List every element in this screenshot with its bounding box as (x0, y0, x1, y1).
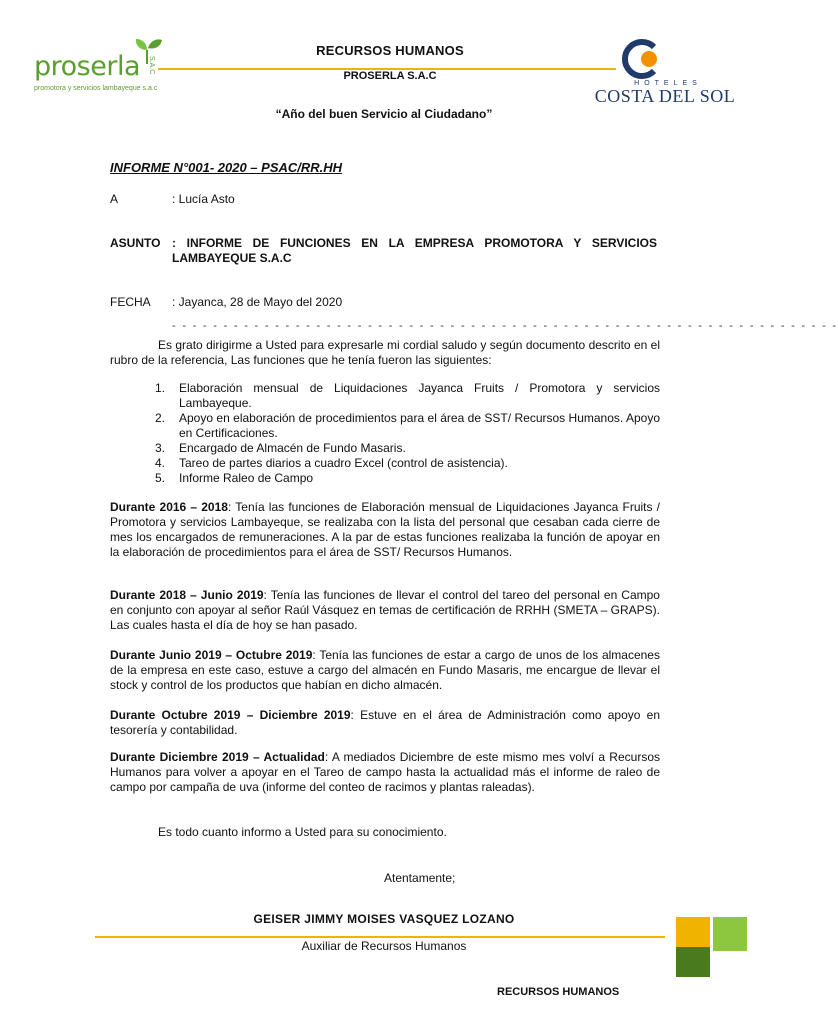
page-title: RECURSOS HUMANOS (316, 43, 464, 58)
signer-role: Auxiliar de Recursos Humanos (301, 939, 467, 953)
period-paragraph (110, 648, 660, 693)
year-motto: “Año del buen Servicio al Ciudadano” (275, 107, 493, 121)
costa-del-sol-logo-mark (620, 38, 666, 80)
period-text: : A mediados Diciembre de este mismo mes volví a Recursos Humanos para volver a apoyar en el Tareo de campo hasta la actualidad más el informe de raleo de campo por campaña de uva (informe del conteo de racimos y plantas raleadas). (110, 750, 660, 794)
fecha-value: : Jayanca, 28 de Mayo del 2020 (172, 295, 343, 309)
footer-color-blocks (676, 917, 748, 981)
proserla-logo-subtitle: promotora y servicios lambayeque s.a.c (34, 85, 158, 92)
proserla-logo-sac: S.A.C (148, 56, 155, 75)
list-number: 5. (155, 471, 166, 485)
list-text: Elaboración mensual de Liquidaciones Jayanca Fruits / Promotora y servicios Lambayeque. (179, 381, 660, 410)
period-paragraph (110, 500, 660, 560)
period-text: : Tenía las funciones de llevar el control del tareo del personal en Campo en conjunto con apoyar al señor Raúl Vásquez en temas de certificación de RRHH (SMETA – GRAPS). Las cuales hasta el día de hoy se han pasado. (110, 588, 660, 632)
list-item (155, 471, 660, 486)
list-number: 4. (155, 456, 166, 470)
lightgreen-block (713, 917, 747, 951)
list-item (155, 381, 660, 411)
costa-del-sol-hoteles: HOTELES (634, 80, 702, 87)
list-number: 2. (155, 411, 166, 425)
functions-list (155, 381, 660, 486)
signer-name: GEISER JIMMY MOISES VASQUEZ LOZANO (253, 912, 515, 926)
period-text: : Estuve en el área de Administración como apoyo en tesorería y contabilidad. (110, 708, 661, 737)
period-heading: Durante Junio 2019 – Octubre 2019 (110, 648, 313, 662)
list-text: Apoyo en elaboración de procedimientos para el área de SST/ Recursos Humanos. Apoyo en Certificaciones. (179, 411, 660, 440)
yellow-block (676, 917, 710, 951)
informe-number: INFORME N°001- 2020 – PSAC/RR.HH (110, 160, 343, 175)
a-value: : Lucía Asto (172, 192, 235, 206)
period-paragraph (110, 708, 660, 738)
list-number: 1. (155, 381, 166, 395)
list-number: 3. (155, 441, 166, 455)
list-text: Informe Raleo de Campo (179, 471, 314, 485)
footer-label: RECURSOS HUMANOS (497, 986, 620, 998)
period-heading: Durante Diciembre 2019 – Actualidad (110, 750, 325, 764)
list-item (155, 456, 660, 471)
period-heading: Durante 2018 – Junio 2019 (110, 588, 264, 602)
list-item (155, 441, 660, 456)
asunto-label: ASUNTO (110, 236, 161, 250)
a-label: A (110, 192, 119, 206)
list-item (155, 411, 660, 441)
atentamente: Atentamente; (384, 871, 456, 885)
costa-del-sol-name: COSTA DEL SOL (594, 86, 736, 106)
intro-paragraph: Es grato dirigirme a Usted para expresarle mi cordial saludo y según documento descrito en el rubro de la referencia, Las funciones que he tenía fueron las siguientes: (110, 338, 660, 367)
list-text: Encargado de Almacén de Fundo Masaris. (179, 441, 406, 455)
closing-sentence: Es todo cuanto informo a Usted para su conocimiento. (158, 825, 447, 839)
period-text: : Tenía las funciones de Elaboración mensual de Liquidaciones Jayanca Fruits / Promotora y servicios Lambayeque, se realizaba con la lista del personal que cesaban cada cierre de mes los encargados de remuneraciones. A la par de estas funciones realizaba la función de apoyar en la elaboración de procedimientos para el área de SST/ Recursos Humanos. (110, 500, 661, 559)
dashed-separator: - - - - - - - - - - - - - - - - - - - - - - - - - - - - - - - - - - - - - - - - - - - - - - - - - - - - - - - - - - - - - - - - - (172, 320, 838, 332)
period-paragraph (110, 588, 660, 633)
asunto-value: : INFORME DE FUNCIONES EN LA EMPRESA PROMOTORA Y SERVICIOS LAMBAYEQUE S.A.C (172, 236, 657, 265)
period-text: : Tenía las funciones de estar a cargo de unos de los almacenes de la empresa en este caso, estuve a cargo del almacén en Fundo Masaris, me encargue de llevar el stock y control de los productos que habían en dicho almacén. (110, 648, 660, 692)
period-paragraph (110, 750, 660, 795)
list-text: Tareo de partes diarios a cuadro Excel (control de asistencia). (179, 456, 508, 470)
company-name: PROSERLA S.A.C (343, 70, 437, 82)
period-heading: Durante Octubre 2019 – Diciembre 2019 (110, 708, 351, 722)
period-heading: Durante 2016 – 2018 (110, 500, 228, 514)
proserla-logo-word: proserla (34, 51, 140, 82)
darkgreen-block (676, 947, 710, 977)
footer-divider (95, 936, 665, 938)
fecha-label: FECHA (110, 295, 151, 309)
